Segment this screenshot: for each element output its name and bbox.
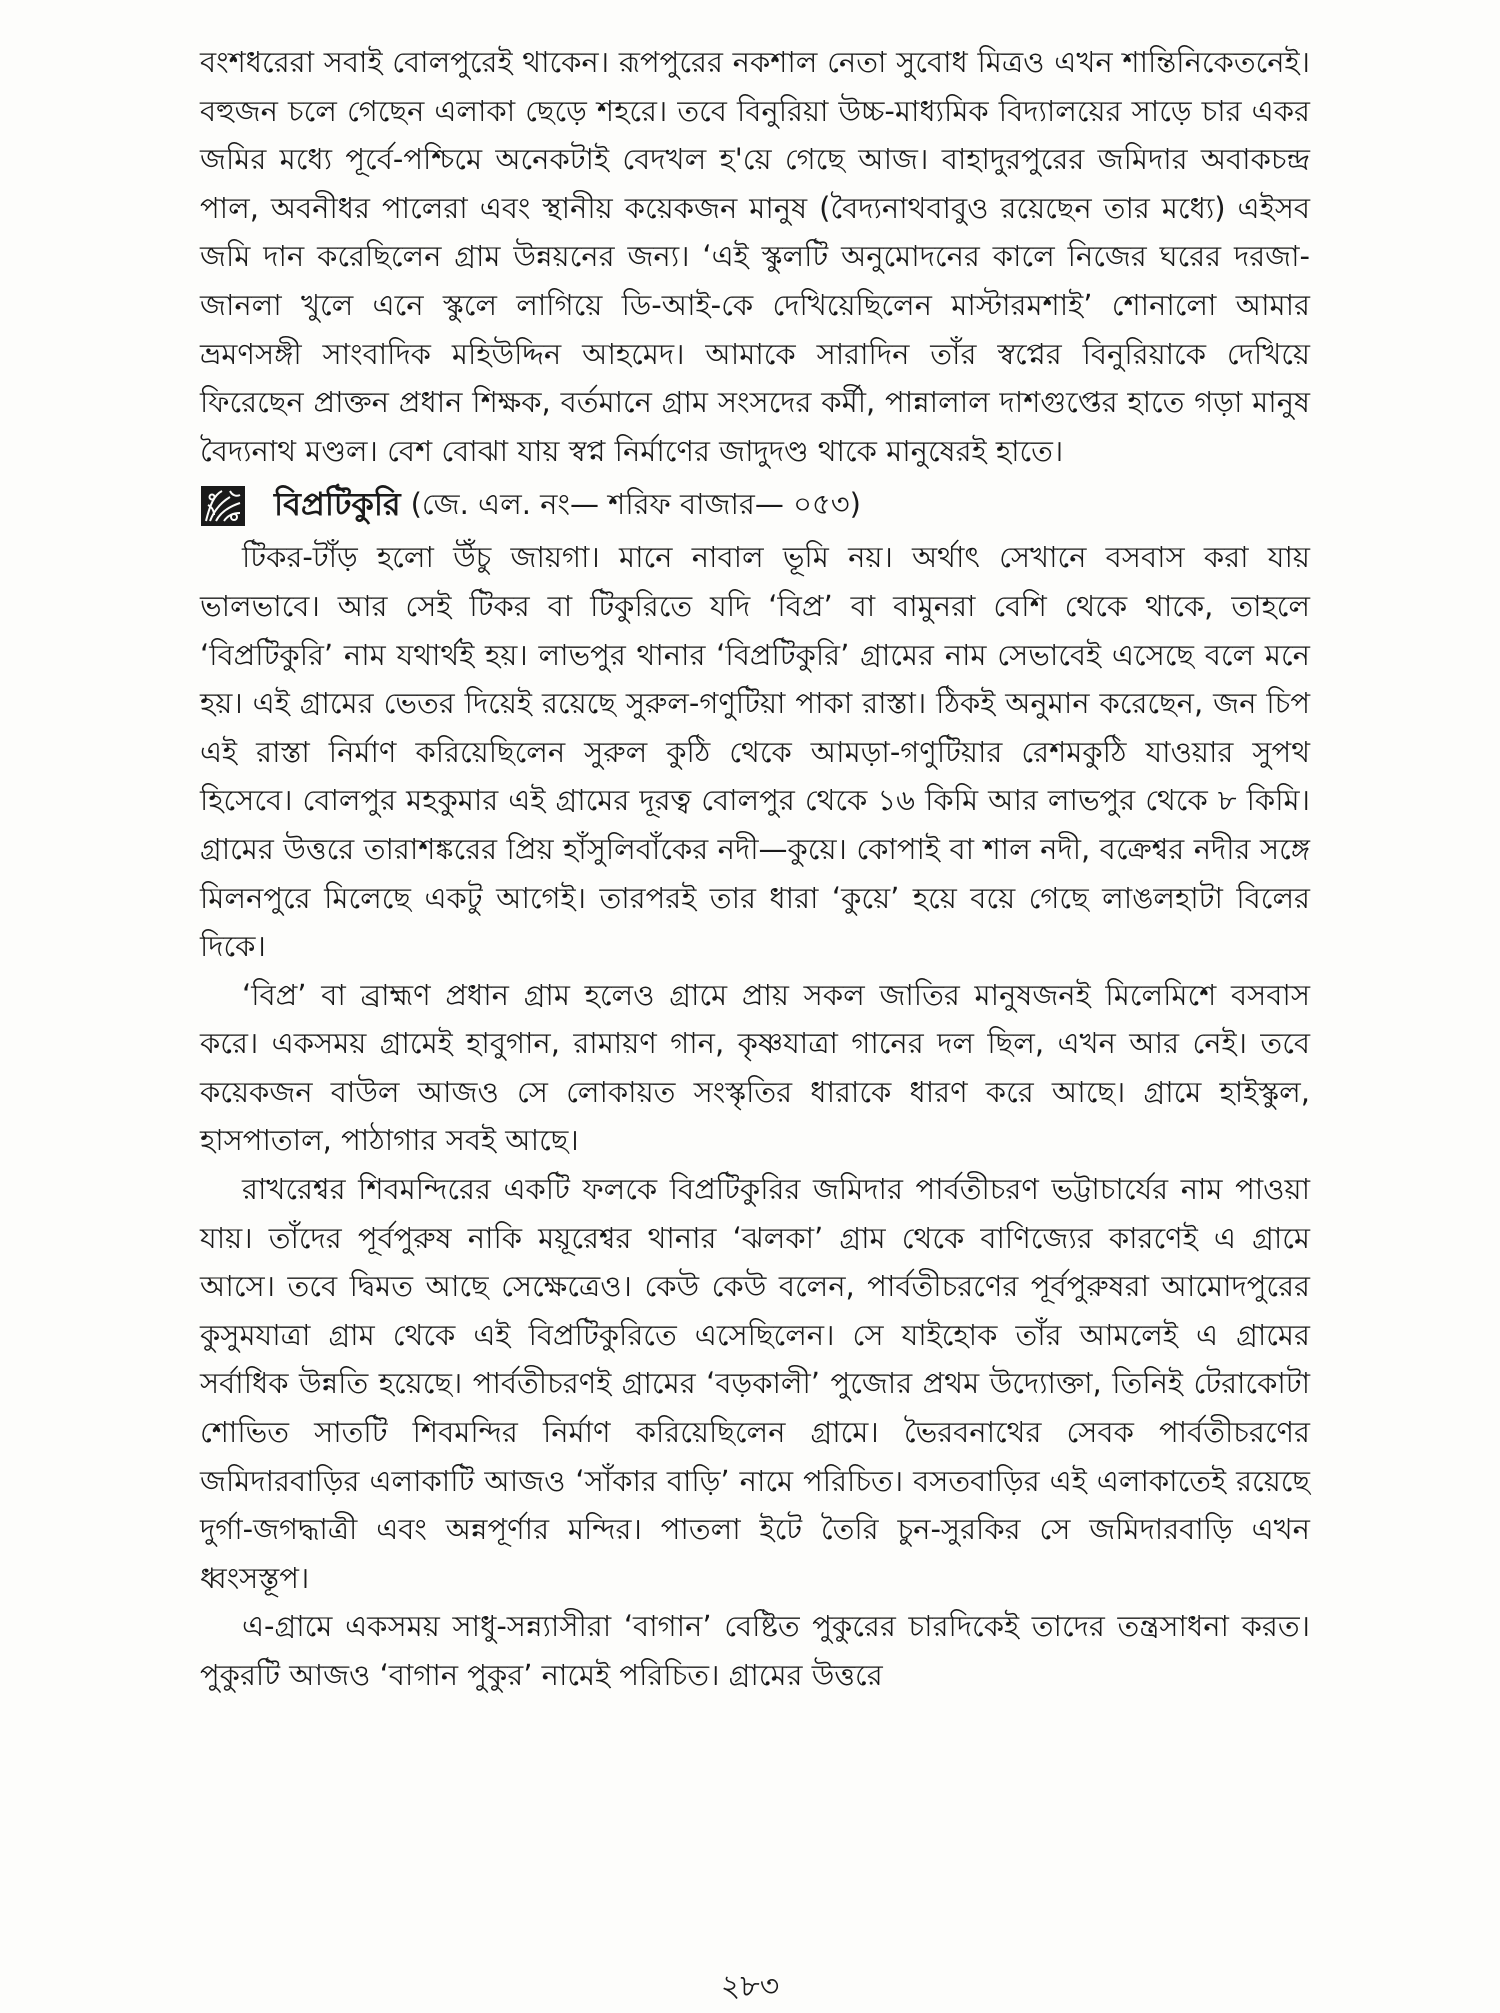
paragraph-2: ‘বিপ্র’ বা ব্রাহ্মণ প্রধান গ্রাম হলেও গ্রামে প্রায় সকল জাতির মানুষজনই মিলেমিশে বসবাস করে। একসময় গ্রামেই হাবুগান, রামায়ণ গান, কৃষ্ণযাত্রা গানের দল ছিল, এখন আর নেই। তবে কয়েকজন বাউল আজও সে লোকায়ত সংস্কৃতির ধারাকে ধারণ করে আছে। গ্রামে হাইস্কুল, হাসপাতাল, পাঠাগার সবই আছে। bbox=[200, 977, 1310, 1158]
paragraph-1: টিকর-টাঁড় হলো উঁচু জায়গা। মানে নাবাল ভূমি নয়। অর্থাৎ সেখানে বসবাস করা যায় ভালভাবে। আর সেই টিকর বা টিকুরিতে যদি ‘বিপ্র’ বা বামুনরা বেশি থেকে থাকে, তাহলে ‘বিপ্রটিকুরি’ নাম যথার্থই হয়। লাভপুর থানার ‘বিপ্রটিকুরি’ গ্রামের নাম সেভাবেই এসেছে বলে মনে হয়। এই গ্রামের ভেতর দিয়েই রয়েছে সুরুল-গণুটিয়া পাকা রাস্তা। ঠিকই অনুমান করেছেন, জন চিপ এই রাস্তা নির্মাণ করিয়েছিলেন সুরুল কুঠি থেকে আমড়া-গণুটিয়ার রেশমকুঠি যাওয়ার সুপথ হিসেবে। বোলপুর মহকুমার এই গ্রামের দূরত্ব বোলপুর থেকে ১৬ কিমি আর লাভপুর থেকে ৮ কিমি। গ্রামের উত্তরে তারাশঙ্করের প্রিয় হাঁসুলিবাঁকের নদী—কুয়ে। কোপাই বা শাল নদী, বক্রেশ্বর নদীর সঙ্গে মিলনপুরে মিলেছে একটু আগেই। তারপরই তার ধারা ‘কুয়ে’ হয়ে বয়ে গেছে লাঙলহাটা বিলের দিকে। bbox=[200, 540, 1310, 964]
paragraph-4: এ-গ্রামে একসময় সাধু-সন্ন্যাসীরা ‘বাগান’ বেষ্টিত পুকুরের চারদিকেই তাদের তন্ত্রসাধনা করত। পুকুরটি আজও ‘বাগান পুকুর’ নামেই পরিচিত। গ্রামের উত্তরে bbox=[200, 1609, 1310, 1692]
paragraph-intro: বংশধরেরা সবাই বোলপুরেই থাকেন। রূপপুরের নকশাল নেতা সুবোধ মিত্রও এখন শান্তিনিকেতনেই। বহুজন চলে গেছেন এলাকা ছেড়ে শহরে। তবে বিনুরিয়া উচ্চ-মাধ্যমিক বিদ্যালয়ের সাড়ে চার একর জমির মধ্যে পূর্বে-পশ্চিমে অনেকটাই বেদখল হ'য়ে গেছে আজ। বাহাদুরপুরের জমিদার অবাকচন্দ্র পাল, অবনীধর পালেরা এবং স্থানীয় কয়েকজন মানুষ (বৈদ্যনাথবাবুও রয়েছেন তার মধ্যে) এইসব জমি দান করেছিলেন গ্রাম উন্নয়নের জন্য। ‘এই স্কুলটি অনুমোদনের কালে নিজের ঘরের দরজা-জানলা খুলে এনে স্কুলে লাগিয়ে ডি-আই-কে দেখিয়েছিলেন মাস্টারমশাই’ শোনালো আমার ভ্রমণসঙ্গী সাংবাদিক মহিউদ্দিন আহমেদ। আমাকে সারাদিন তাঁর স্বপ্নের বিনুরিয়াকে দেখিয়ে ফিরেছেন প্রাক্তন প্রধান শিক্ষক, বর্তমানে গ্রাম সংসদের কর্মী, পান্নালাল দাশগুপ্তের হাতে গড়া মানুষ বৈদ্যনাথ মণ্ডল। বেশ বোঝা যায় স্বপ্ন নির্মাণের জাদুদণ্ড থাকে মানুষেরই হাতে। bbox=[200, 45, 1310, 468]
section-heading bbox=[200, 481, 1310, 531]
ornament-icon bbox=[200, 485, 246, 527]
section-title: বিপ্রটিকুরি bbox=[274, 485, 401, 524]
paragraph-3: রাখরেশ্বর শিবমন্দিরের একটি ফলকে বিপ্রটিকুরির জমিদার পার্বতীচরণ ভট্টাচার্যের নাম পাওয়া যায়। তাঁদের পূর্বপুরুষ নাকি ময়ূরেশ্বর থানার ‘ঝলকা’ গ্রাম থেকে বাণিজ্যের কারণেই এ গ্রামে আসে। তবে দ্বিমত আছে সেক্ষেত্রেও। কেউ কেউ বলেন, পার্বতীচরণের পূর্বপুরুষরা আমোদপুরের কুসুমযাত্রা গ্রাম থেকে এই বিপ্রটিকুরিতে এসেছিলেন। সে যাইহোক তাঁর আমলেই এ গ্রামের সর্বাধিক উন্নতি হয়েছে। পার্বতীচরণই গ্রামের ‘বড়কালী’ পুজোর প্রথম উদ্যোক্তা, তিনিই টেরাকোটা শোভিত সাতটি শিবমন্দির নির্মাণ করিয়েছিলেন গ্রামে। ভৈরবনাথের সেবক পার্বতীচরণের জমিদারবাড়ির এলাকাটি আজও ‘সাঁকার বাড়ি’ নামে পরিচিত। বসতবাড়ির এই এলাকাতেই রয়েছে দুর্গা-জগদ্ধাত্রী এবং অন্নপূর্ণার মন্দির। পাতলা ইটে তৈরি চুন-সুরকির সে জমিদারবাড়ি এখন ধ্বংসস্তূপ। bbox=[200, 1172, 1310, 1595]
page-body bbox=[200, 38, 1310, 1700]
section-subtitle: (জে. এল. নং— শরিফ বাজার— ০৫৩) bbox=[410, 486, 861, 521]
page-number: ২৮৩ bbox=[720, 1969, 780, 2004]
